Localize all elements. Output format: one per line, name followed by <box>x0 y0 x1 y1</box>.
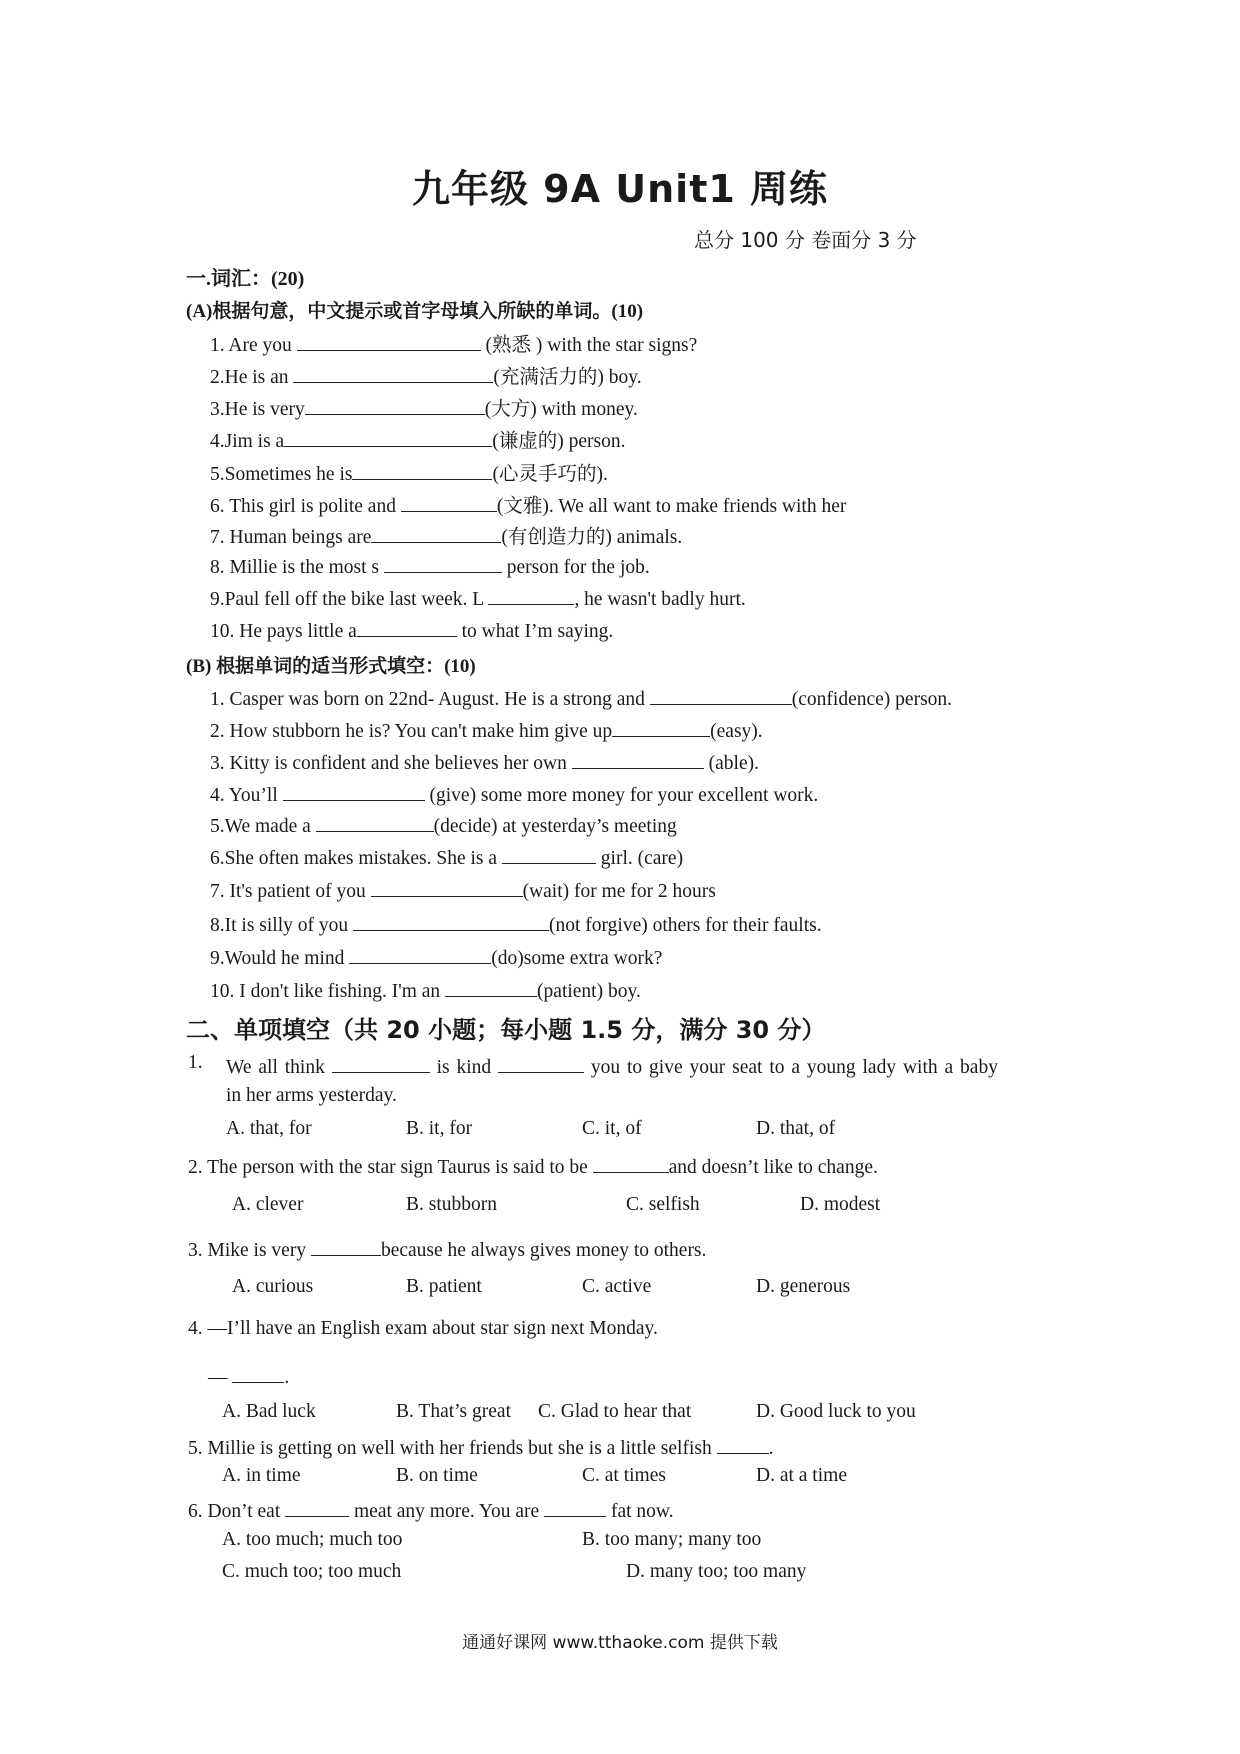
part-b-item: 4. You’ll (give) some more money for your excellent work. <box>210 780 818 807</box>
option-d[interactable]: D. at a time <box>756 1465 847 1486</box>
footer-credit: 通通好课网 www.tthaoke.com 提供下载 <box>462 1633 778 1653</box>
option-c[interactable]: C. selfish <box>626 1194 700 1215</box>
option-b[interactable]: B. patient <box>406 1276 482 1297</box>
question-1-number: 1. <box>188 1052 203 1073</box>
page-title: 九年级 9A Unit1 周练 <box>411 167 829 211</box>
question-1-text: We all think is kind you to give your seat to a young lady with a baby <box>226 1052 998 1079</box>
part-b-item: 2. How stubborn he is? You can't make him give up (easy). <box>210 716 763 743</box>
section-mc-heading: 二、单项填空（共 20 小题；每小题 1.5 分，满分 30 分） <box>186 1016 826 1044</box>
option-d[interactable]: D. Good luck to you <box>756 1401 916 1422</box>
option-a[interactable]: A. curious <box>232 1276 314 1297</box>
option-d[interactable]: D. that, of <box>756 1118 836 1139</box>
option-d[interactable]: D. modest <box>800 1194 881 1215</box>
score-info: 总分 100 分 卷面分 3 分 <box>694 228 917 252</box>
part-b-item: 3. Kitty is confident and she believes her own (able). <box>210 748 759 775</box>
option-b[interactable]: B. stubborn <box>406 1194 498 1215</box>
option-d[interactable]: D. generous <box>756 1276 851 1297</box>
part-a-item: 9.Paul fell off the bike last week. L , he wasn't badly hurt. <box>210 584 746 611</box>
part-a-item: 4.Jim is a (谦虚的) person. <box>210 425 625 453</box>
option-c[interactable]: C. at times <box>582 1465 666 1486</box>
part-a-item: 10. He pays little a to what I’m saying. <box>210 616 613 643</box>
option-a[interactable]: A. clever <box>232 1194 304 1215</box>
part-b-item: 5.We made a (decide) at yesterday’s meeting <box>210 811 677 838</box>
question-6-text: 6. Don’t eat meat any more. You are fat now. <box>188 1496 674 1523</box>
part-b-item: 10. I don't like fishing. I'm an (patient) boy. <box>210 976 641 1003</box>
question-1-continuation: in her arms yesterday. <box>226 1085 397 1106</box>
option-c[interactable]: C. much too; too much <box>222 1561 402 1582</box>
part-a-item: 1. Are you (熟悉 ) with the star signs? <box>210 329 697 357</box>
option-c[interactable]: C. active <box>582 1276 652 1297</box>
option-b[interactable]: B. That’s great <box>396 1401 511 1422</box>
option-b[interactable]: B. it, for <box>406 1118 473 1139</box>
part-b-heading: (B) 根据单词的适当形式填空：(10) <box>186 656 476 677</box>
part-a-item: 7. Human beings are (有创造力的) animals. <box>210 521 682 549</box>
option-a[interactable]: A. in time <box>222 1465 301 1486</box>
option-a[interactable]: A. that, for <box>226 1118 312 1139</box>
part-b-item: 9.Would he mind (do)some extra work? <box>210 943 662 970</box>
part-a-item: 5.Sometimes he is (心灵手巧的). <box>210 458 608 486</box>
part-b-item: 6.She often makes mistakes. She is a girl. (care) <box>210 843 683 870</box>
question-4-reply: — . <box>208 1362 289 1389</box>
part-a-heading: (A)根据句意，中文提示或首字母填入所缺的单词。(10) <box>186 301 644 322</box>
section-vocab-heading: 一.词汇：(20) <box>186 268 305 290</box>
part-a-item: 8. Millie is the most s person for the job. <box>210 552 650 579</box>
question-5-text: 5. Millie is getting on well with her friends but she is a little selfish . <box>188 1433 773 1460</box>
option-d[interactable]: D. many too; too many <box>626 1561 807 1582</box>
question-3-text: 3. Mike is very because he always gives money to others. <box>188 1235 706 1262</box>
option-c[interactable]: C. it, of <box>582 1118 642 1139</box>
part-a-item: 6. This girl is polite and (文雅). We all want to make friends with her <box>210 490 846 518</box>
option-b[interactable]: B. on time <box>396 1465 478 1486</box>
option-c[interactable]: C. Glad to hear that <box>538 1401 692 1422</box>
part-a-item: 3.He is very (大方) with money. <box>210 393 638 421</box>
option-a[interactable]: A. Bad luck <box>222 1401 316 1422</box>
part-b-item: 8.It is silly of you (not forgive) others for their faults. <box>210 910 822 937</box>
question-2-text: 2. The person with the star sign Taurus is said to be and doesn’t like to change. <box>188 1152 878 1179</box>
part-b-item: 1. Casper was born on 22nd- August. He is a strong and (confidence) person. <box>210 684 952 711</box>
option-a[interactable]: A. too much; much too <box>222 1529 403 1550</box>
part-b-item: 7. It's patient of you (wait) for me for 2 hours <box>210 876 716 903</box>
option-b[interactable]: B. too many; many too <box>582 1529 762 1550</box>
part-a-item: 2.He is an (充满活力的) boy. <box>210 361 642 389</box>
question-4-text: 4. —I’ll have an English exam about star sign next Monday. <box>188 1318 658 1339</box>
